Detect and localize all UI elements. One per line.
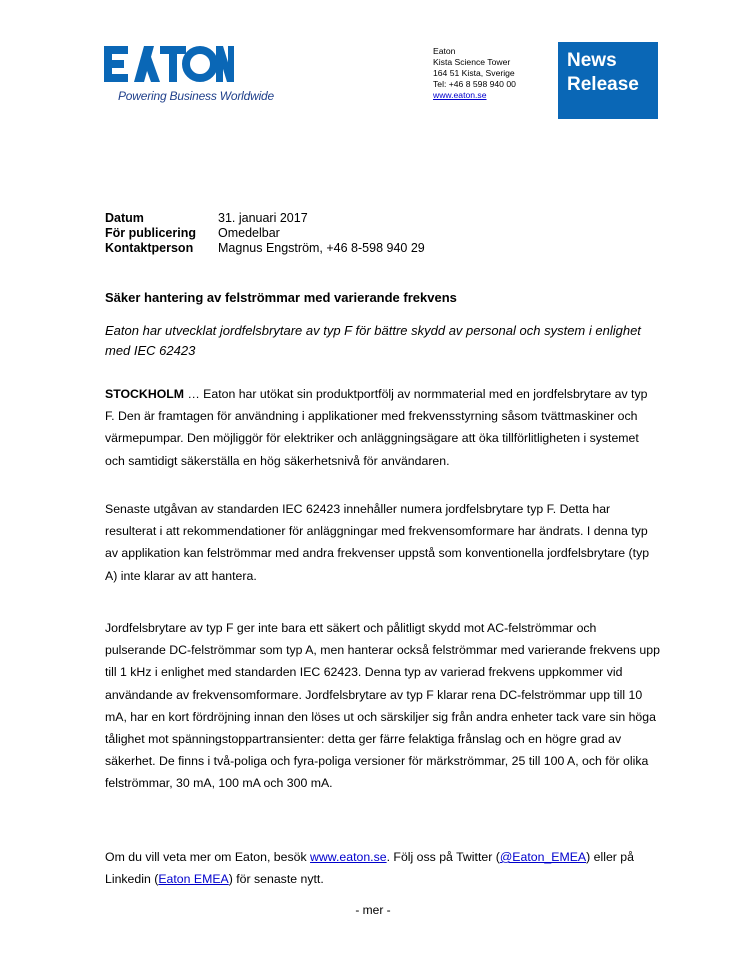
news-release-badge: [558, 42, 658, 119]
paragraph-4: [105, 846, 660, 890]
p4-text-c: ) eller på Linkedin (: [105, 850, 634, 887]
meta-row-date: [105, 211, 425, 226]
linkedin-link[interactable]: Eaton EMEA: [158, 872, 229, 887]
badge-line-1: News: [567, 50, 617, 71]
meta-value: Omedelbar: [218, 226, 280, 240]
company-address: [433, 46, 516, 101]
headline: Säker hantering av felströmmar med varierande frekvens: [105, 290, 457, 305]
address-phone: Tel: +46 8 598 940 00: [433, 79, 516, 89]
dateline: STOCKHOLM: [105, 387, 185, 401]
tagline: Powering Business Worldwide: [118, 89, 275, 103]
meta-label: Datum: [105, 211, 144, 225]
eaton-logo-mark: [104, 44, 234, 84]
meta-label: Kontaktperson: [105, 241, 194, 255]
address-web-link[interactable]: www.eaton.se: [433, 90, 487, 100]
release-metadata: [105, 211, 425, 256]
meta-value: 31. januari 2017: [218, 211, 308, 225]
twitter-link[interactable]: @Eaton_EMEA: [499, 850, 587, 864]
meta-value: Magnus Engström, +46 8-598 940 29: [218, 241, 425, 255]
lead-text: Eaton har utvecklat jordfelsbrytare av typ F för bättre skydd av personal och system i enlighet med IEC 62423: [105, 323, 641, 358]
address-company: Eaton: [433, 46, 456, 56]
paragraph-1-text: … Eaton har utökat sin produktportfölj av normmaterial med en jordfelsbrytare av typ F. Den är framtagen för användning i applikationer med frekvensstyrning såsom tvättmaskiner och värmepumpar. Den möjliggör för elektriker och anläggningsägare att öka tillförlitligheten i systemet och samtidigt säkerställa en hög säkerhetsnivå för användaren.: [105, 387, 648, 468]
meta-row-publication: [105, 226, 425, 241]
address-postal: 164 51 Kista, Sverige: [433, 68, 515, 78]
eaton-web-link[interactable]: www.eaton.se: [310, 850, 387, 864]
p4-text-d: ) för senaste nytt.: [228, 872, 324, 887]
meta-label: För publicering: [105, 226, 196, 240]
paragraph-1: [105, 383, 660, 472]
p4-text-b: . Följ oss på Twitter (: [386, 850, 500, 864]
p4-text-a: Om du vill veta mer om Eaton, besök: [105, 850, 311, 864]
badge-line-2: Release: [567, 74, 639, 95]
more-marker: - mer -: [355, 903, 391, 917]
address-building: Kista Science Tower: [433, 57, 511, 67]
paragraph-2: Senaste utgåvan av standarden IEC 62423 innehåller numera jordfelsbrytare typ F. Detta har resulterat i att rekommendationer för anläggningar med frekvensomformare har ändrats. I denna typ av applikation kan felströmmar med andra frekvenser uppstå som konventionella jordfelsbrytare (typ A) inte klarar av att hantera.: [105, 502, 650, 583]
meta-row-contact: [105, 241, 425, 256]
paragraph-3: Jordfelsbrytare av typ F ger inte bara ett säkert och pålitligt skydd mot AC-felströmmar och pulserande DC-felströmmar som typ A, men hanterar också felströmmar med varierande frekvens upp till 1 kHz i enlighet med standarden IEC 62423. Denna typ av varierad frekvens uppkommer vid användande av frekvensomformare. Jordfelsbrytare av typ F klarar rena DC-felströmmar upp till 10 mA, har en kort fördröjning innan den löses ut och särskiljer sig från andra enheter tack vare sin höga tålighet mot spänningstoppartransienter: detta ger färre felaktiga frånslag och en högre grad av säkerhet. De finns i två-poliga och fyra-poliga versioner för märkströmmar, 25 till 100 A, och för olika felströmmar, 30 mA, 100 mA och 300 mA.: [105, 621, 660, 791]
